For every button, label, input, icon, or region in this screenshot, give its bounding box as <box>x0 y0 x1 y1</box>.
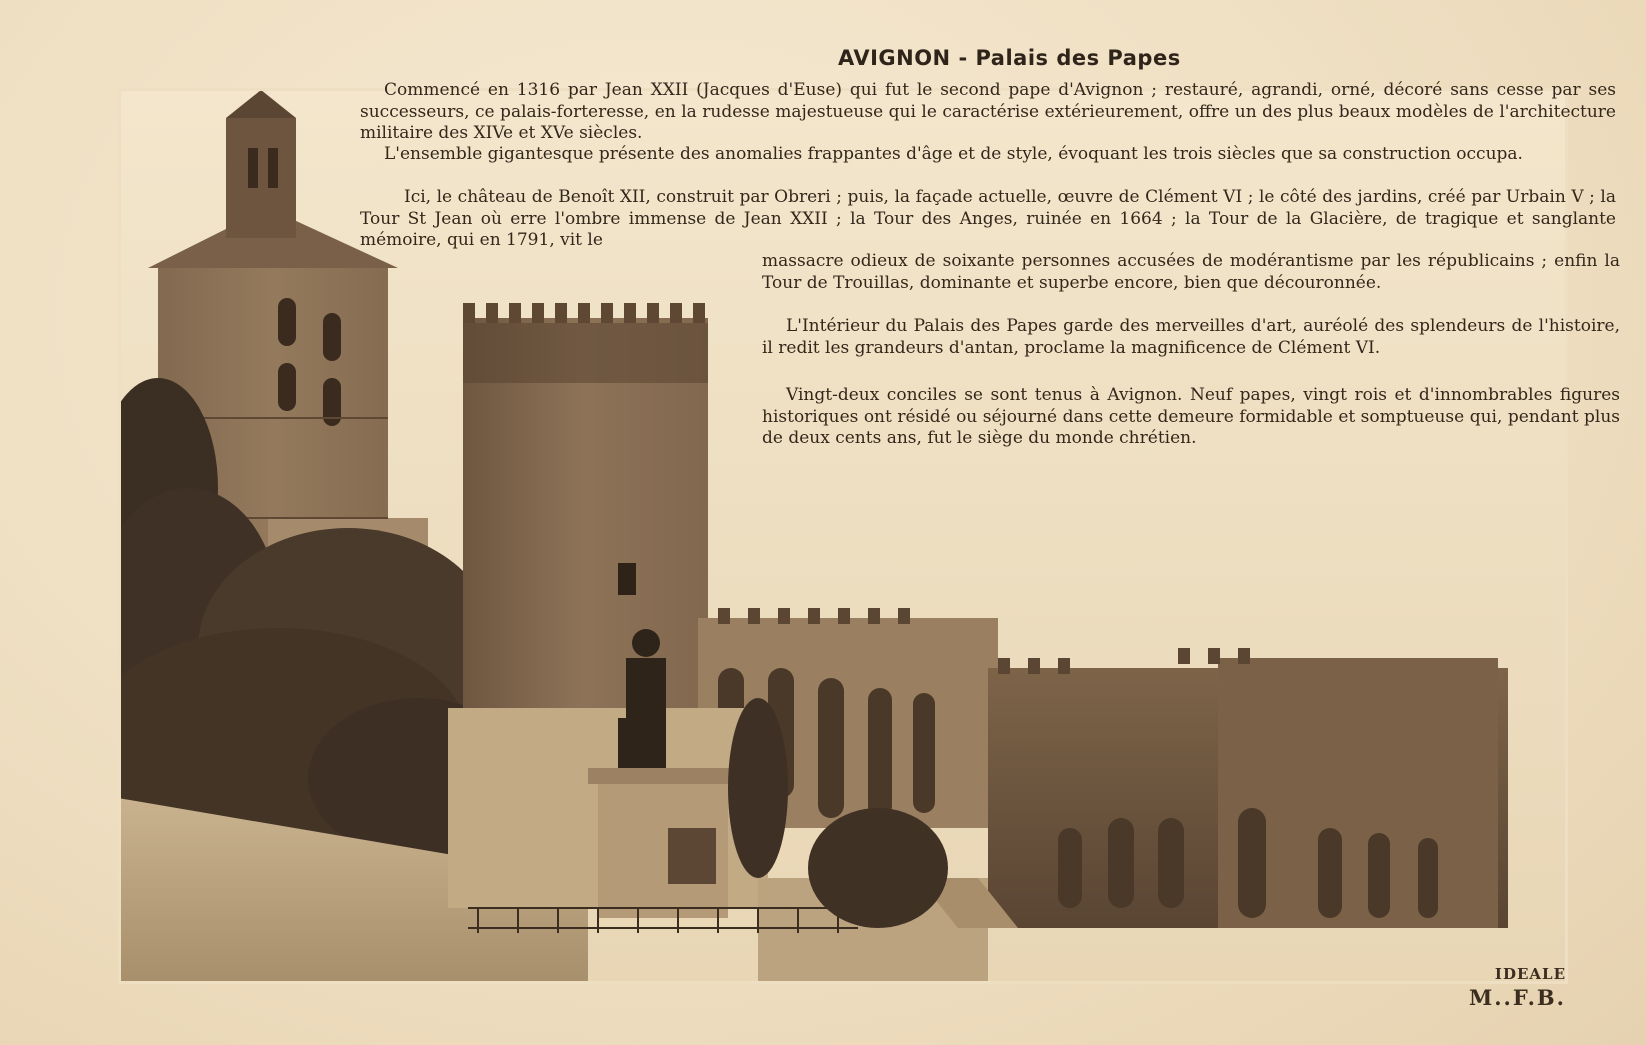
publisher-mfb: M..F.B. <box>1468 985 1566 1010</box>
paragraph-councils: Vingt-deux conciles se sont tenus à Avignon. Neuf papes, vingt rois et d'innombrables figures historiques ont résidé ou séjourné dans cette demeure formidable et somptueuse qui, pendant plus de deux cents ans, fut le siège du monde chrétien. <box>762 385 1620 448</box>
card-title: AVIGNON - Palais des Papes <box>838 46 1181 70</box>
paragraph-massacre: massacre odieux de soixante personnes accusées de modérantisme par les républicains ; enfin la Tour de Trouillas, dominante et superbe encore, bien que découronnée. <box>762 251 1620 293</box>
publisher-ideale: IDEALE <box>1494 965 1566 983</box>
paragraph-ensemble: L'ensemble gigantesque présente des anomalies frappantes d'âge et de style, évoquant les trois siècles que sa construction occupa. <box>384 144 1523 164</box>
paragraph-interior: L'Intérieur du Palais des Papes garde des merveilles d'art, auréolé des splendeurs de l'histoire, il redit les grandeurs d'antan, proclame la magnificence de Clément VI. <box>762 316 1620 358</box>
publisher-mark <box>1469 965 1566 1010</box>
paragraph-towers: Ici, le château de Benoît XII, construit par Obreri ; puis, la façade actuelle, œuvre de Clément VI ; le côté des jardins, créé par Urbain V ; la Tour St Jean où erre l'ombre immense de Jean XXII ; la Tour des Anges, ruinée en 1664 ; la Tour de la Glacière, de tragique et sanglante mémoire, qui en 1791, vit le <box>360 187 1616 250</box>
paragraph-history: Commencé en 1316 par Jean XXII (Jacques d'Euse) qui fut le second pape d'Avignon ; restauré, agrandi, orné, décoré sans cesse par ses successeurs, ce palais-forteresse, en la rudesse majestueuse qui le caractérise extérieurement, offre un des plus beaux modèles de l'architecture militaire des XIVe et XVe siècles. <box>360 80 1616 143</box>
